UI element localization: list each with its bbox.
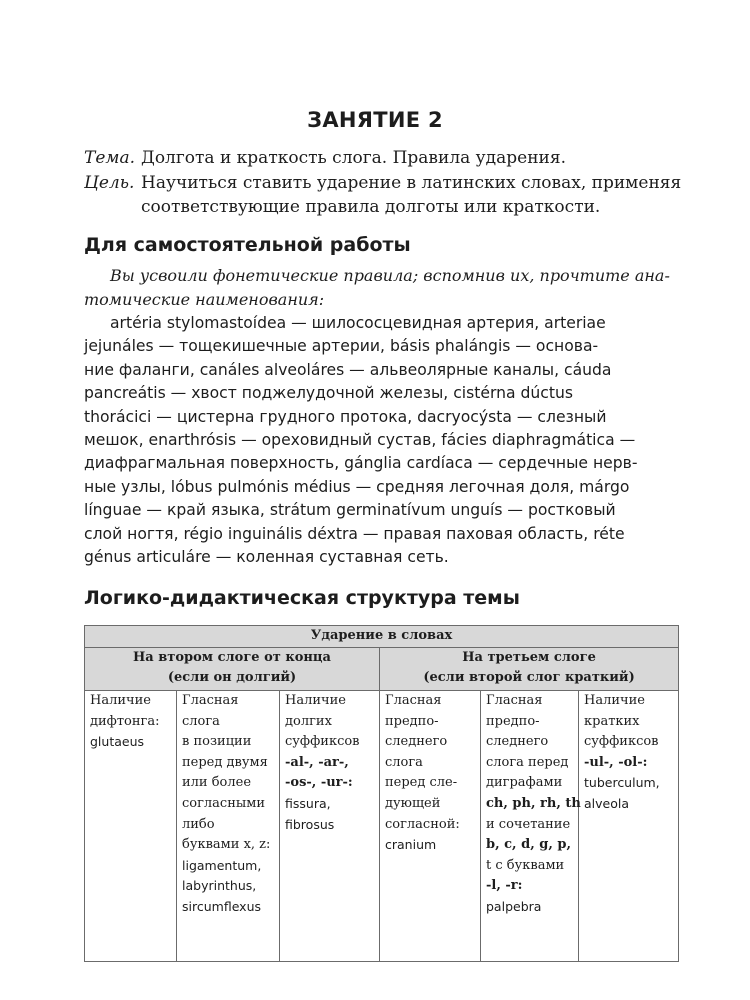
goal-text-line-2: соответствующие правила долготы или краткости.	[141, 197, 601, 217]
self-study-heading: Для самостоятельной работы	[84, 234, 411, 256]
cell-line: кратких	[584, 713, 640, 729]
example-word: tuberculum,	[584, 775, 660, 791]
terms-line: jejunáles — тощекишечные артерии, básis phalángis — основа-	[84, 337, 599, 356]
suffix-list: -ul-, -ol-:	[584, 754, 648, 770]
cell-line: согласной:	[385, 816, 460, 832]
cell-line: перед двумя	[182, 754, 268, 770]
group-header-line: (если второй слог краткий)	[423, 670, 635, 685]
lesson-title: ЗАНЯТИЕ 2	[307, 108, 443, 132]
cell-line: дующей	[385, 795, 441, 811]
rule-cell-vowel-before-vowel	[380, 691, 481, 962]
goal-row	[84, 171, 684, 219]
cell-line: слога	[385, 754, 423, 770]
rule-cell-short-suffixes	[579, 691, 679, 962]
rule-cell-long-suffixes	[280, 691, 380, 962]
table-title: Ударение в словах	[85, 626, 679, 648]
cell-line: Наличие	[90, 693, 151, 708]
cell-line: буквами x, z:	[182, 837, 271, 853]
cell-line: либо	[182, 816, 215, 832]
suffix-list: -os-, -ur-:	[285, 775, 353, 791]
rule-cell-digraphs	[481, 691, 579, 962]
cell-line: слога	[182, 713, 220, 729]
cell-line: дифтонга:	[90, 713, 160, 729]
cell-line: t с буквами	[486, 857, 565, 873]
goal-label: Цель.	[84, 173, 135, 193]
rule-cell-diphthong	[85, 691, 177, 962]
cell-line: перед сле-	[385, 775, 458, 791]
cell-line: слога перед	[486, 754, 569, 770]
example-word: glutaeus	[90, 734, 145, 750]
cell-line: следнего	[385, 734, 448, 750]
cell-line: Гласная	[385, 693, 442, 708]
terms-line: диафрагмальная поверхность, gánglia cardíaca — сердечные нерв-	[84, 454, 638, 473]
group-header-line: На третьем слоге	[462, 650, 596, 665]
group-header-line: На втором слоге от конца	[133, 650, 331, 665]
example-word: labyrinthus,	[182, 878, 257, 894]
example-word: alveola	[584, 795, 630, 811]
cell-line: предпо-	[385, 713, 439, 729]
structure-heading: Логико-дидактическая структура темы	[84, 587, 520, 609]
terms-line: línguae — край языка, strátum germinatívum unguís — ростковый	[84, 501, 616, 520]
cell-line: следнего	[486, 734, 549, 750]
terms-line: ние фаланги, canáles alveoláres — альвеолярные каналы, cáuda	[84, 360, 612, 379]
example-word: palpebra	[486, 898, 542, 914]
cell-line: суффиксов	[584, 734, 659, 750]
theme-text: Долгота и краткость слога. Правила ударения.	[141, 148, 566, 168]
cell-line: Гласная	[486, 693, 543, 708]
consonant-list: -l, -r:	[486, 878, 523, 894]
cell-line: согласными	[182, 795, 265, 811]
example-word: sircumflexus	[182, 898, 261, 914]
terms-line: pancreátis — хвост поджелудочной железы, cistérna dúctus	[84, 384, 573, 403]
cell-line: или более	[182, 775, 252, 791]
digraph-list: ch, ph, rh, th	[486, 795, 581, 811]
theme-label: Тема.	[84, 148, 136, 168]
cell-line: предпо-	[486, 713, 540, 729]
cell-line: суффиксов	[285, 734, 360, 750]
anatomical-terms-paragraph	[84, 312, 678, 569]
table-row	[85, 691, 679, 962]
group-header-line: (если он долгий)	[167, 670, 297, 685]
example-word: fissura,	[285, 795, 331, 811]
rule-cell-position	[177, 691, 280, 962]
cell-line: в позиции	[182, 734, 252, 750]
cell-line: Наличие	[584, 693, 645, 708]
terms-line: слой ногтя, régio inguinális déxtra — правая паховая область, réte	[84, 524, 625, 543]
terms-line: génus articuláre — коленная суставная сеть.	[84, 548, 449, 567]
cell-line: и сочетание	[486, 816, 571, 832]
intro-line: Вы усвоили фонетические правила; вспомнив их, прочтите ана-	[110, 266, 670, 285]
stress-rules-table	[84, 625, 679, 962]
group-header-antepenultimate	[380, 648, 679, 691]
example-word: ligamentum,	[182, 857, 262, 873]
cell-line: Наличие	[285, 693, 346, 708]
example-word: fibrosus	[285, 816, 335, 832]
consonant-list: b, c, d, g, p,	[486, 837, 572, 853]
group-header-penultimate	[85, 648, 380, 691]
terms-line: ные узлы, lóbus pulmónis médius — средняя легочная доля, márgo	[84, 477, 630, 496]
cell-line: Гласная	[182, 693, 239, 708]
terms-line: мешок, enarthrósis — ореховидный сустав, fácies diaphragmática —	[84, 431, 636, 450]
theme-row	[84, 146, 684, 170]
cell-line: долгих	[285, 713, 332, 729]
cell-line: диграфами	[486, 775, 563, 791]
terms-line: artéria stylomastoídea — шилососцевидная артерия, arteriae	[110, 314, 606, 332]
goal-text-line-1: Научиться ставить ударение в латинских словах, применяя	[141, 173, 682, 193]
self-study-intro	[84, 264, 678, 312]
terms-line: thorácici — цистерна грудного протока, dacryocýsta — слезный	[84, 407, 607, 426]
intro-line: томические наименования:	[84, 290, 325, 309]
suffix-list: -al-, -ar-,	[285, 754, 349, 770]
example-word: cranium	[385, 837, 437, 853]
